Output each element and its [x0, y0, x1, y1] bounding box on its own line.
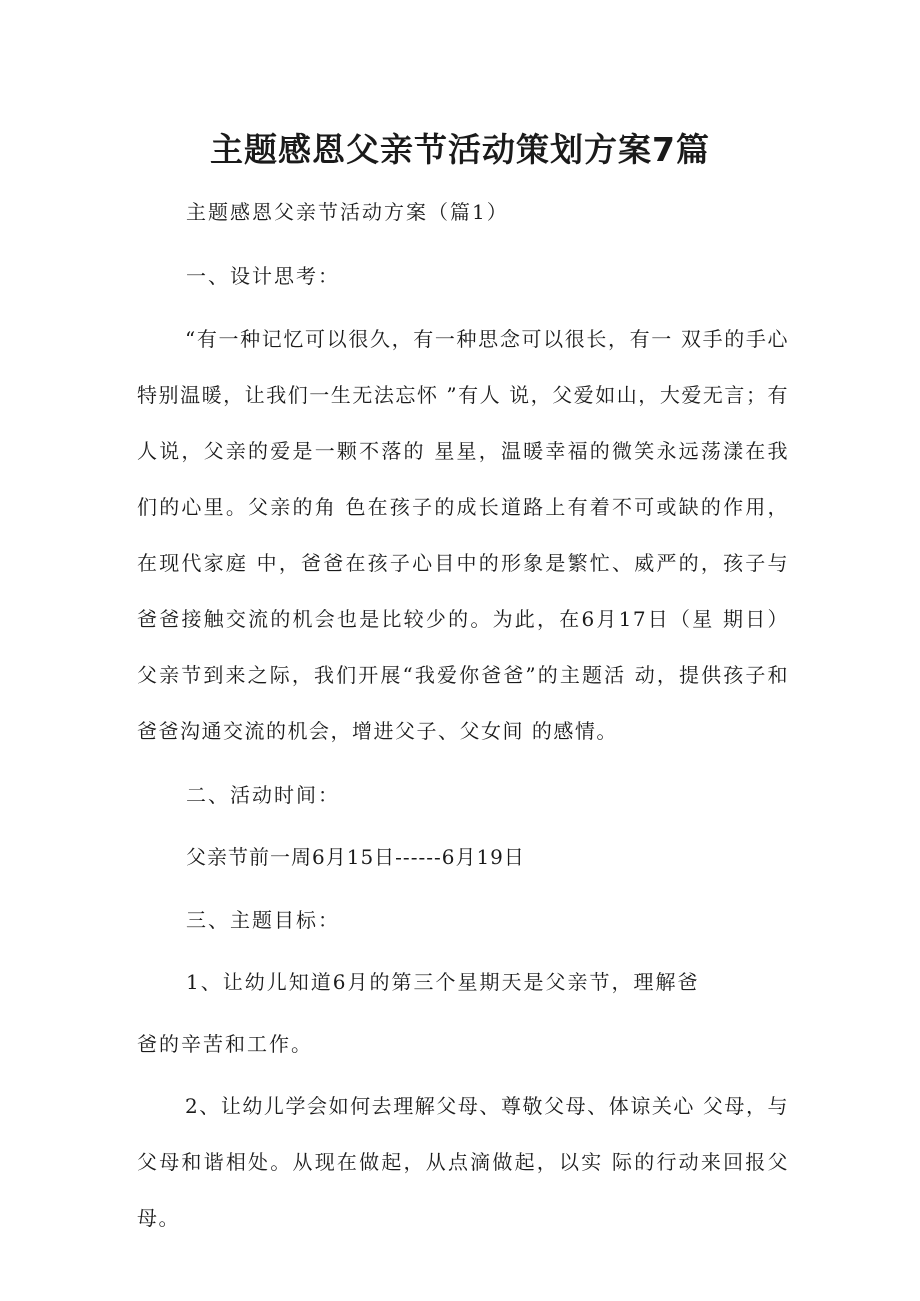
section2-text: 父亲节前一周6月15日------6月19日 [186, 845, 525, 869]
goal1-line2: 爸的辛苦和工作。 [137, 1032, 313, 1056]
document-title: 主题感恩父亲节活动策划方案7篇 [210, 130, 710, 169]
section1-paragraph: “有一种记忆可以很久，有一种思念可以很长，有一 双手的手心特别温暖，让我们一生无法忘怀 ”有人 说，父爱如山，大爱无言；有人说，父亲的爱是一颗不落的 星星，温暖幸福的微笑永远荡漾在我们的心里。父亲的角 色在孩子的成长道路上有着不可或缺的作用，在现代家庭 中，爸爸在孩子心目中的形象是繁忙、威严的，孩子与爸爸接触交流的机会也是比较少的。为此，在6月17日（星 期日）父亲节到来之际，我们开展“我爱你爸爸”的主题活 动，提供孩子和爸爸沟通交流的机会，增进父子、父女间 的感情。 [137, 327, 789, 743]
section3-heading: 三、主题目标： [186, 908, 340, 932]
section-subtitle: 主题感恩父亲节活动方案（篇1） [186, 200, 509, 224]
section1-heading: 一、设计思考： [186, 264, 340, 288]
goal2-paragraph: 2、让幼儿学会如何去理解父母、尊敬父母、体谅关心 父母，与父母和谐相处。从现在做起，从点滴做起，以实 际的行动来回报父母。 [137, 1094, 789, 1230]
goal1-line1: 1、让幼儿知道6月的第三个星期天是父亲节，理解爸 [186, 970, 700, 994]
section2-heading: 二、活动时间： [186, 783, 340, 807]
